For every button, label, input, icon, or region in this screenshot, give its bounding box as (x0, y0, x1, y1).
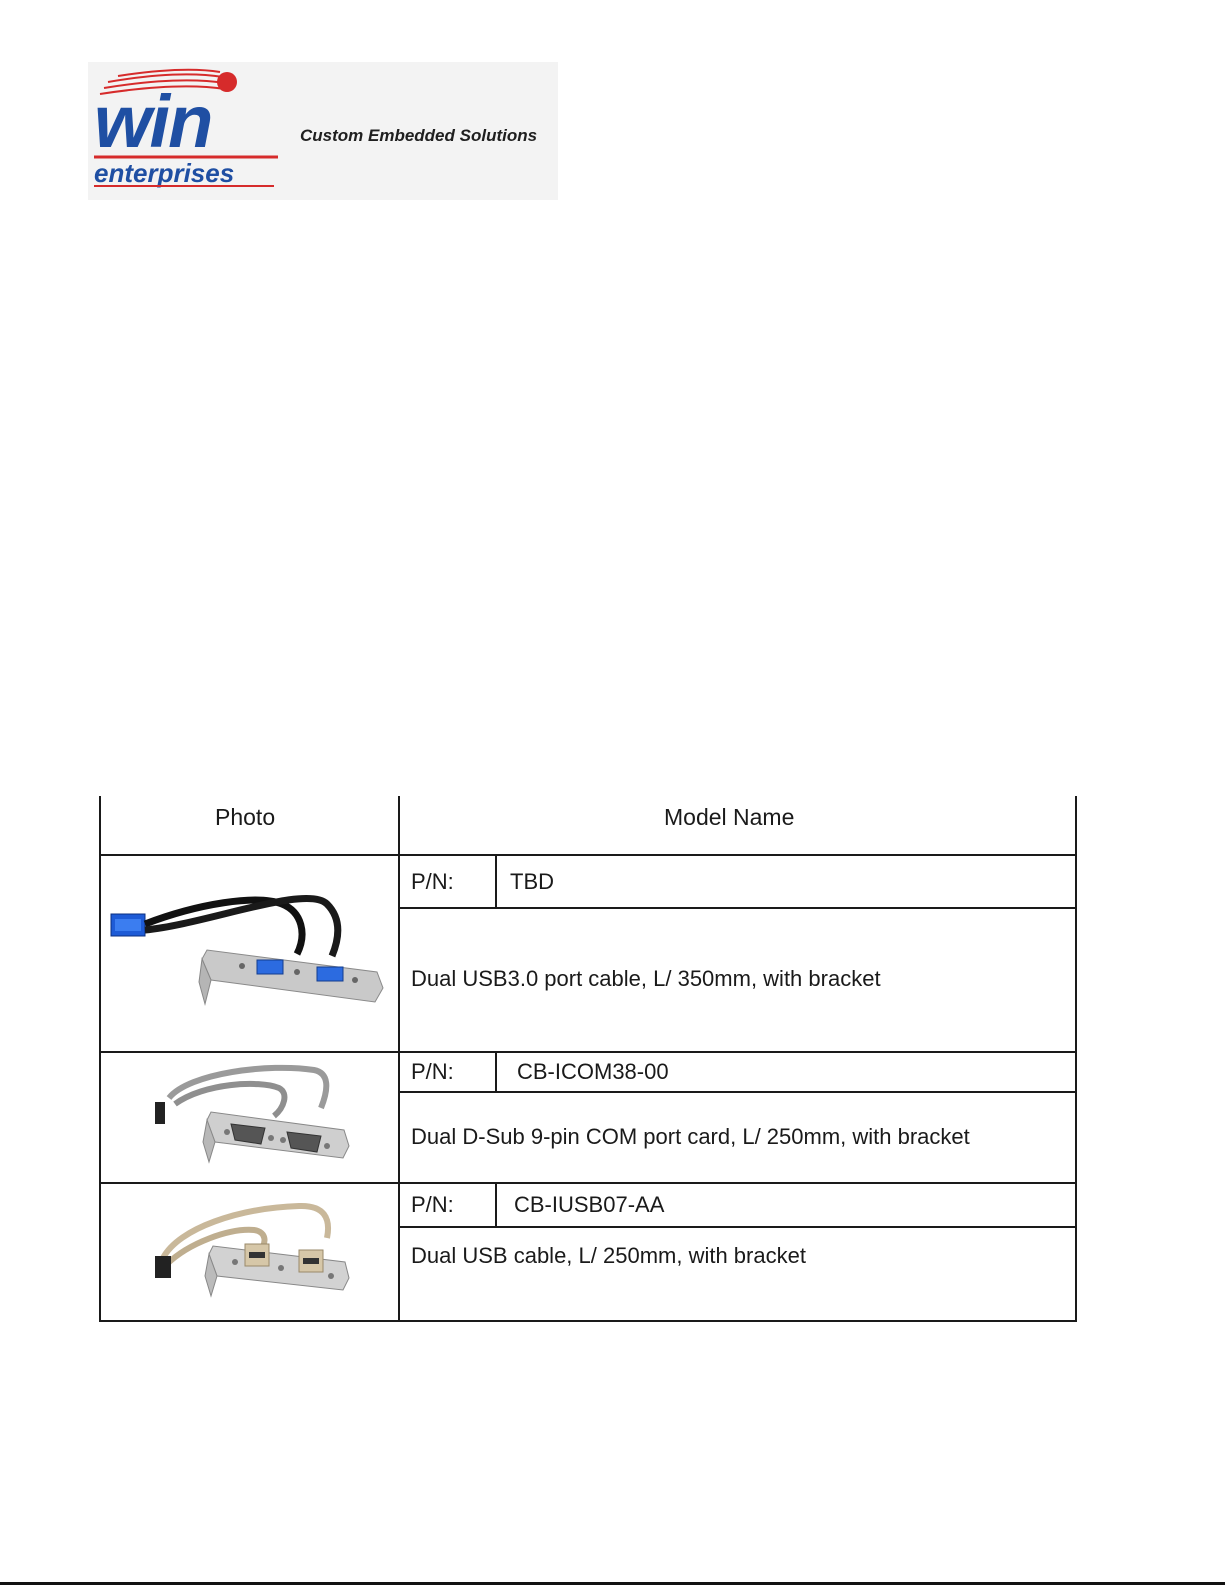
photo-column-header: Photo (215, 804, 276, 830)
row1-pn-value: TBD (510, 869, 554, 894)
row3-pn-value: CB-IUSB07-AA (514, 1192, 665, 1217)
table-border-right (1075, 796, 1077, 1322)
table-bottom-rule (99, 1320, 1077, 1322)
row1-description: Dual USB3.0 port cable, L/ 350mm, with bracket (411, 966, 881, 991)
company-tagline: Custom Embedded Solutions (300, 126, 538, 145)
usb3-bracket-cable-photo (107, 864, 392, 1044)
row2-description: Dual D-Sub 9-pin COM port card, L/ 250mm, with bracket (411, 1124, 970, 1149)
model-column-header: Model Name (664, 804, 795, 830)
usb-bracket-cable-photo (149, 1188, 369, 1314)
table-header-rule (99, 854, 1077, 856)
accessory-parts-table (99, 796, 1077, 1322)
table-border-left (99, 796, 101, 1322)
svg-text:enterprises: enterprises (94, 158, 235, 188)
row1-pn-divider (495, 854, 497, 909)
row3-pn-divider (495, 1182, 497, 1228)
row2-pn-rule (398, 1091, 1077, 1093)
row1-pn-rule (398, 907, 1077, 909)
row3-pn-rule (398, 1226, 1077, 1228)
row1-pn-label: P/N: (411, 869, 454, 894)
svg-text:win: win (94, 80, 212, 163)
table-column-divider (398, 796, 400, 1322)
row2-pn-value: CB-ICOM38-00 (517, 1059, 669, 1084)
company-logo (88, 62, 558, 200)
row3-pn-label: P/N: (411, 1192, 454, 1217)
row3-description: Dual USB cable, L/ 250mm, with bracket (411, 1243, 806, 1268)
row2-pn-label: P/N: (411, 1059, 454, 1084)
com-port-bracket-photo (149, 1058, 369, 1178)
row2-pn-divider (495, 1051, 497, 1093)
row1-bottom-rule (99, 1051, 1077, 1053)
row2-bottom-rule (99, 1182, 1077, 1184)
